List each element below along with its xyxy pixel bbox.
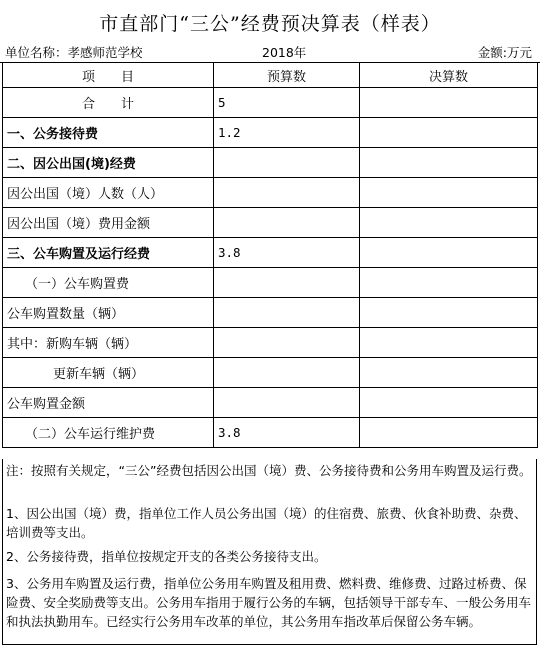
row-final [360, 88, 538, 118]
row-item: 因公出国（境）人数（人） [3, 178, 214, 208]
row-item: 其中：新购车辆（辆） [3, 328, 214, 358]
table-row [3, 358, 538, 388]
row-budget: 3.8 [214, 238, 360, 268]
note-vehicles: 3、公务用车购置及运行费，指单位公务用车购置及租用费、燃料费、维修费、过路过桥费、保险费、安全奖励费等支出。公务用车指用于履行公务的车辆，包括领导干部专车、一般公务用车和执法执勤用车。已经实行公务用车改革的单位，其公务用车指改革后保留公务车辆。 [6, 576, 532, 629]
row-final [360, 328, 538, 358]
row-item: （二）公车运行维护费 [3, 418, 214, 448]
row-budget [214, 298, 360, 328]
row-item: 公车购置数量（辆） [3, 298, 214, 328]
row-budget [214, 328, 360, 358]
sheet-title: 市直部门“三公”经费预决算表（样表） [99, 12, 441, 35]
amount-unit: 金额:万元 [477, 45, 532, 60]
table-row [3, 208, 538, 238]
row-final [360, 418, 538, 448]
note-reception: 2、公务接待费，指单位按规定开支的各类公务接待支出。 [6, 549, 327, 564]
row-final [360, 148, 538, 178]
row-final [360, 298, 538, 328]
header-budget: 预算数 [214, 63, 360, 88]
row-budget: 1.2 [214, 118, 360, 148]
note-overseas: 1、因公出国（境）费，指单位工作人员公务出国（境）的住宿费、旅费、伙食补助费、杂费、培训费等支出。 [6, 506, 527, 540]
table-header-row [3, 63, 538, 88]
row-final [360, 208, 538, 238]
budget-table [2, 62, 538, 448]
row-item: 三、公车购置及运行经费 [3, 238, 214, 268]
table-row [3, 298, 538, 328]
notes-section [2, 459, 537, 645]
table-row [3, 388, 538, 418]
table-row [3, 118, 538, 148]
budget-year: 2018年 [262, 45, 307, 60]
row-final [360, 238, 538, 268]
table-row [3, 418, 538, 448]
row-final [360, 388, 538, 418]
row-budget [214, 268, 360, 298]
table-row [3, 268, 538, 298]
meta-row [0, 44, 540, 63]
table-row [3, 178, 538, 208]
row-budget: 5 [214, 88, 360, 118]
unit-name: 单位名称：孝感师范学校 [5, 45, 143, 60]
row-item: 一、公务接待费 [3, 118, 214, 148]
row-item: 合 计 [3, 88, 214, 118]
row-budget [214, 178, 360, 208]
row-budget [214, 148, 360, 178]
row-item: 二、因公出国(境)经费 [3, 148, 214, 178]
row-item: （一）公车购置费 [3, 268, 214, 298]
row-item: 因公出国（境）费用金额 [3, 208, 214, 238]
row-budget: 3.8 [214, 418, 360, 448]
header-item: 项 目 [3, 63, 214, 88]
table-row [3, 148, 538, 178]
row-budget [214, 208, 360, 238]
note-general: 注：按照有关规定，“三公”经费包括因公出国（境）费、公务接待费和公务用车购置及运行费。 [6, 463, 532, 478]
table-row [3, 328, 538, 358]
row-final [360, 118, 538, 148]
row-item: 公车购置金额 [3, 388, 214, 418]
row-budget [214, 358, 360, 388]
row-final [360, 268, 538, 298]
row-final [360, 358, 538, 388]
header-final: 决算数 [360, 63, 538, 88]
table-row [3, 238, 538, 268]
row-item: 更新车辆（辆） [3, 358, 214, 388]
row-budget [214, 388, 360, 418]
table-row [3, 88, 538, 118]
row-final [360, 178, 538, 208]
